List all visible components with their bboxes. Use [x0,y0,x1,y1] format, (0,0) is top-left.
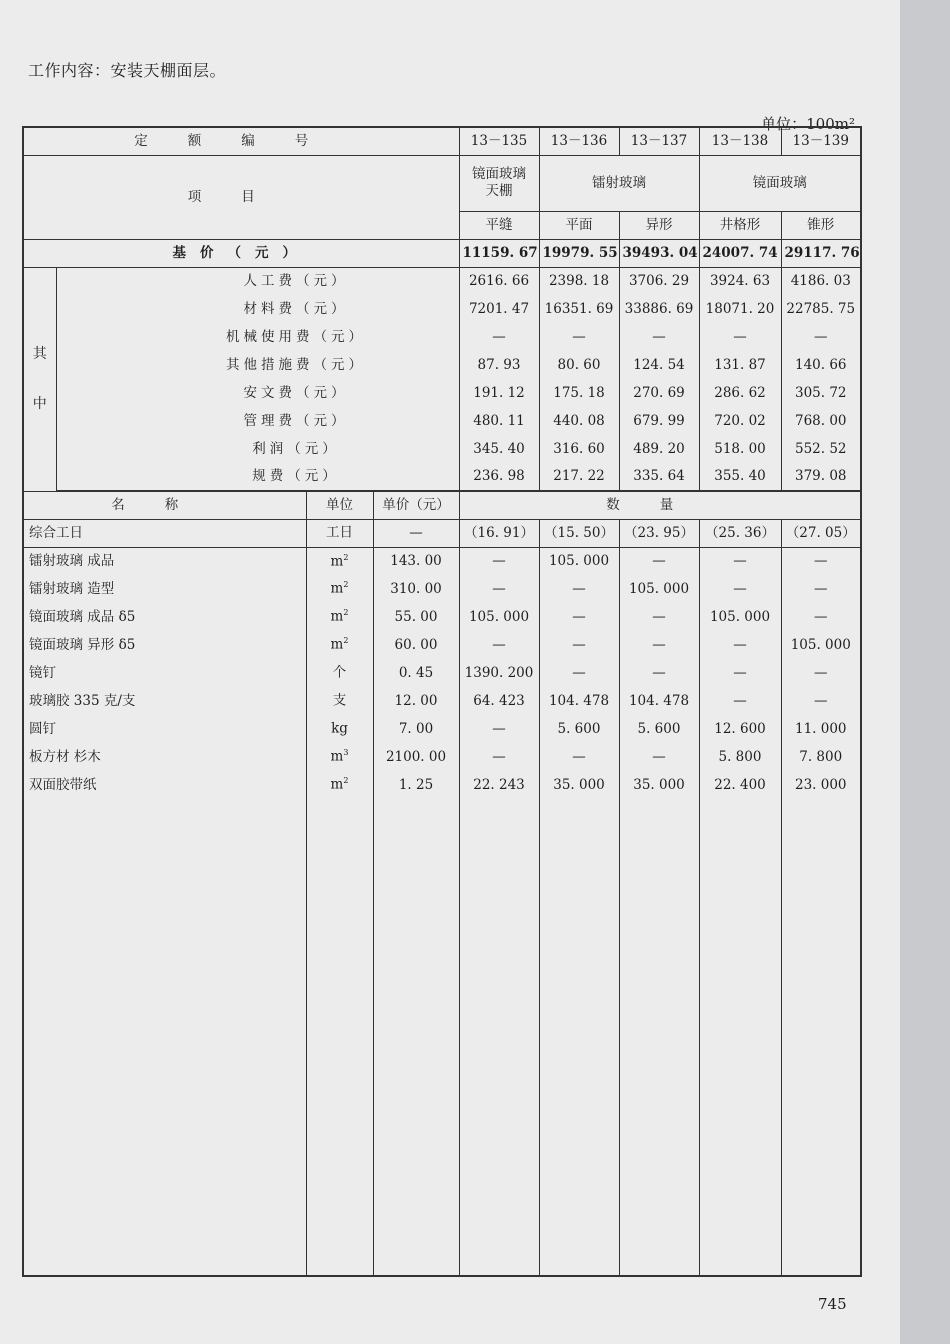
quota-code: 13－139 [781,127,861,155]
material-qty: — [539,631,619,659]
subtype: 平面 [539,211,619,239]
material-qty: 105. 000 [539,547,619,575]
breakdown-value: 18071. 20 [699,295,781,323]
material-qty: — [699,687,781,715]
breakdown-value: 16351. 69 [539,295,619,323]
breakdown-value: 131. 87 [699,351,781,379]
item-group-row [23,155,861,211]
breakdown-value: 270. 69 [619,379,699,407]
material-price: 7. 00 [373,715,459,743]
breakdown-label: 安文费（元） [56,379,459,407]
breakdown-value: — [699,323,781,351]
material-unit: $m^2$ [306,771,373,799]
breakdown-value: 489. 20 [619,435,699,463]
breakdown-value: 191. 12 [459,379,539,407]
material-price: 12. 00 [373,687,459,715]
quota-code: 13－138 [699,127,781,155]
material-qty: — [539,575,619,603]
material-qty: — [699,631,781,659]
material-qty: — [459,715,539,743]
group-header-mirror-glass: 镜面玻璃 [699,155,861,211]
base-price-value: 11159. 67 [459,239,539,267]
breakdown-value: 720. 02 [699,407,781,435]
table-filler-row [23,799,861,1276]
breakdown-label: 利润（元） [56,435,459,463]
base-price-value: 24007. 74 [699,239,781,267]
material-name: 玻璃胶 335 克/支 [23,687,306,715]
breakdown-value: 175. 18 [539,379,619,407]
material-qty: 105. 000 [781,631,861,659]
material-row [23,659,861,687]
material-qty: — [699,575,781,603]
quota-code-row [23,127,861,155]
quota-table [22,126,862,1277]
base-price-value: 29117. 76 [781,239,861,267]
breakdown-value: 217. 22 [539,463,619,491]
breakdown-value: 305. 72 [781,379,861,407]
breakdown-row [23,379,861,407]
material-qty: — [619,603,699,631]
breakdown-value: 140. 66 [781,351,861,379]
breakdown-value: 335. 64 [619,463,699,491]
material-header-row [23,491,861,519]
breakdown-value: 355. 40 [699,463,781,491]
material-unit: $m^2$ [306,575,373,603]
breakdown-value: 768. 00 [781,407,861,435]
material-price-header: 单价（元） [373,491,459,519]
material-unit: 支 [306,687,373,715]
breakdown-value: 286. 62 [699,379,781,407]
unit-label: 单位：100m² [761,115,855,133]
subtype: 平缝 [459,211,539,239]
breakdown-value: 7201. 47 [459,295,539,323]
breakdown-row [23,351,861,379]
material-name-header: 名称 [23,491,306,519]
breakdown-value: 345. 40 [459,435,539,463]
breakdown-value: 80. 60 [539,351,619,379]
subtype: 锥形 [781,211,861,239]
material-name: 镭射玻璃 成品 [23,547,306,575]
material-price: 60. 00 [373,631,459,659]
breakdown-value: — [619,323,699,351]
material-qty: 5. 800 [699,743,781,771]
material-price: 1. 25 [373,771,459,799]
breakdown-label: 人工费（元） [56,267,459,295]
material-qty: 105. 000 [459,603,539,631]
breakdown-value: 87. 93 [459,351,539,379]
material-qty: — [619,659,699,687]
breakdown-label: 机械使用费（元） [56,323,459,351]
material-qty: （15. 50） [539,519,619,547]
material-qty: 22. 400 [699,771,781,799]
breakdown-row [23,323,861,351]
material-row [23,519,861,547]
material-quantity-header: 数量 [459,491,861,519]
material-qty: 35. 000 [539,771,619,799]
breakdown-value: 3706. 29 [619,267,699,295]
item-label: 项目 [23,155,459,239]
base-price-value: 19979. 55 [539,239,619,267]
material-name: 镭射玻璃 造型 [23,575,306,603]
material-qty: — [781,547,861,575]
breakdown-value: 22785. 75 [781,295,861,323]
base-price-label: 基价（元） [23,239,459,267]
material-unit: 个 [306,659,373,687]
breakdown-value: 2616. 66 [459,267,539,295]
breakdown-row [23,435,861,463]
group-header-ceiling: 镜面玻璃 天棚 [459,155,539,211]
material-qty: 105. 000 [619,575,699,603]
material-unit: 工日 [306,519,373,547]
material-qty: 64. 423 [459,687,539,715]
breakdown-value: — [459,323,539,351]
material-row [23,771,861,799]
work-content-text: 工作内容：安装天棚面层。 [28,61,227,80]
breakdown-label: 管理费（元） [56,407,459,435]
breakdown-value: — [781,323,861,351]
breakdown-value: 480. 11 [459,407,539,435]
qizhong-label: 其 中 [23,267,56,491]
material-name: 镜钉 [23,659,306,687]
breakdown-row [23,295,861,323]
breakdown-label: 规费（元） [56,463,459,491]
breakdown-value: 440. 08 [539,407,619,435]
breakdown-value: 679. 99 [619,407,699,435]
material-row [23,631,861,659]
material-qty: 1390. 200 [459,659,539,687]
breakdown-value: 2398. 18 [539,267,619,295]
material-row [23,743,861,771]
material-qty: — [619,631,699,659]
material-qty: （25. 36） [699,519,781,547]
material-row [23,575,861,603]
breakdown-value: 316. 60 [539,435,619,463]
material-qty: — [699,659,781,687]
material-qty: 35. 000 [619,771,699,799]
quota-code: 13－135 [459,127,539,155]
material-qty: — [781,659,861,687]
breakdown-value: — [539,323,619,351]
base-price-value: 39493. 04 [619,239,699,267]
material-price: — [373,519,459,547]
material-name: 镜面玻璃 异形 δ5 [23,631,306,659]
breakdown-label: 材料费（元） [56,295,459,323]
material-qty: — [539,603,619,631]
material-qty: — [781,603,861,631]
material-qty: （23. 95） [619,519,699,547]
material-qty: — [459,631,539,659]
material-qty: （16. 91） [459,519,539,547]
material-qty: — [459,547,539,575]
material-qty: — [619,547,699,575]
material-qty: 104. 478 [619,687,699,715]
subtype: 异形 [619,211,699,239]
material-name: 板方材 杉木 [23,743,306,771]
material-qty: 11. 000 [781,715,861,743]
material-qty: 105. 000 [699,603,781,631]
material-row [23,547,861,575]
material-qty: 104. 478 [539,687,619,715]
breakdown-row [23,407,861,435]
material-unit: $m^2$ [306,603,373,631]
material-qty: — [781,687,861,715]
page-edge-shadow [900,0,950,1344]
page-number: 745 [818,1295,847,1313]
material-price: 2100. 00 [373,743,459,771]
breakdown-label: 其他措施费（元） [56,351,459,379]
breakdown-value: 379. 08 [781,463,861,491]
material-name: 综合工日 [23,519,306,547]
group-header-laser-glass: 镭射玻璃 [539,155,699,211]
quota-code: 13－137 [619,127,699,155]
breakdown-value: 124. 54 [619,351,699,379]
material-qty: 5. 600 [539,715,619,743]
material-qty: 22. 243 [459,771,539,799]
material-price: 55. 00 [373,603,459,631]
material-name: 镜面玻璃 成品 δ5 [23,603,306,631]
breakdown-value: 552. 52 [781,435,861,463]
material-price: 0. 45 [373,659,459,687]
breakdown-value: 33886. 69 [619,295,699,323]
breakdown-value: 3924. 63 [699,267,781,295]
material-qty: — [781,575,861,603]
material-name: 圆钉 [23,715,306,743]
material-unit-header: 单位 [306,491,373,519]
material-unit: $m^2$ [306,631,373,659]
breakdown-value: 4186. 03 [781,267,861,295]
material-unit: $m^2$ [306,547,373,575]
material-row [23,715,861,743]
material-unit: kg [306,715,373,743]
material-price: 310. 00 [373,575,459,603]
material-qty: — [699,547,781,575]
breakdown-value: 518. 00 [699,435,781,463]
material-qty: — [619,743,699,771]
base-price-row [23,239,861,267]
quota-code-label: 定额编号 [23,127,459,155]
material-qty: — [459,743,539,771]
material-unit: $m^3$ [306,743,373,771]
material-qty: 23. 000 [781,771,861,799]
breakdown-row [23,463,861,491]
quota-code: 13－136 [539,127,619,155]
material-row [23,603,861,631]
material-qty: — [539,659,619,687]
subtype: 井格形 [699,211,781,239]
material-qty: （27. 05） [781,519,861,547]
breakdown-value: 236. 98 [459,463,539,491]
material-qty: 5. 600 [619,715,699,743]
material-qty: 7. 800 [781,743,861,771]
material-name: 双面胶带纸 [23,771,306,799]
breakdown-row [23,267,861,295]
material-qty: 12. 600 [699,715,781,743]
material-qty: — [459,575,539,603]
material-price: 143. 00 [373,547,459,575]
material-row [23,687,861,715]
material-qty: — [539,743,619,771]
